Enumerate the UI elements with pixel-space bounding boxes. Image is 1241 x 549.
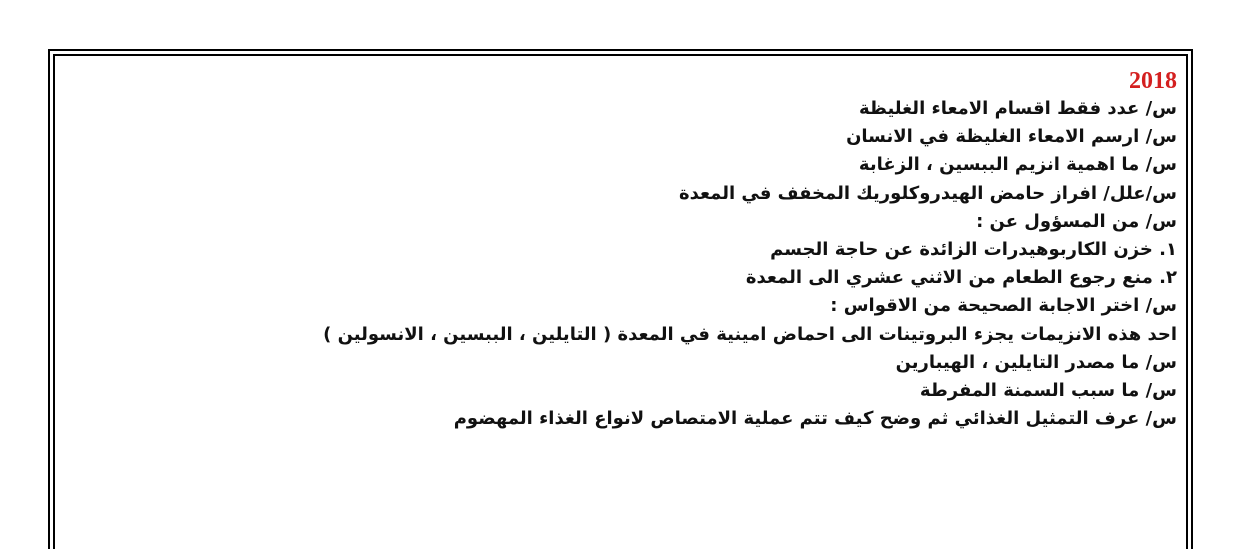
question-line: س/ ما اهمية انزيم الببسين ، الزغابة [858, 154, 1177, 176]
question-line: س/ عدد فقط اقسام الامعاء الغليظة [859, 98, 1177, 119]
question-line: س/علل/ افراز حامض الهيدروكلوريك المخفف في المعدة [678, 182, 1177, 204]
question-line: س/ ما مصدر التايلين ، الهيبارين [895, 351, 1177, 373]
question-line: س/ من المسؤول عن : [976, 210, 1177, 232]
question-line: س/ ارسم الامعاء الغليظة في الانسان [846, 126, 1177, 148]
question-line: س/ ما سبب السمنة المفرطة [919, 379, 1177, 401]
question-choices: احد هذه الانزيمات يجزء البروتينات الى احماض امينية في المعدة ( التايلين ، الببسين ، الانسولين ) [323, 323, 1177, 345]
exam-year: 2018 [1129, 68, 1177, 94]
exam-questions [97, 67, 1177, 433]
question-subitem: ١. خزن الكاربوهيدرات الزائدة عن حاجة الجسم [770, 238, 1177, 260]
question-line: س/ اختر الاجابة الصحيحة من الاقواس : [830, 295, 1177, 317]
question-subitem: ٢. منع رجوع الطعام من الاثني عشري الى المعدة [745, 267, 1177, 289]
question-line: س/ عرف التمثيل الغذائي ثم وضح كيف تتم عملية الامتصاص لانواع الغذاء المهضوم [453, 408, 1177, 430]
